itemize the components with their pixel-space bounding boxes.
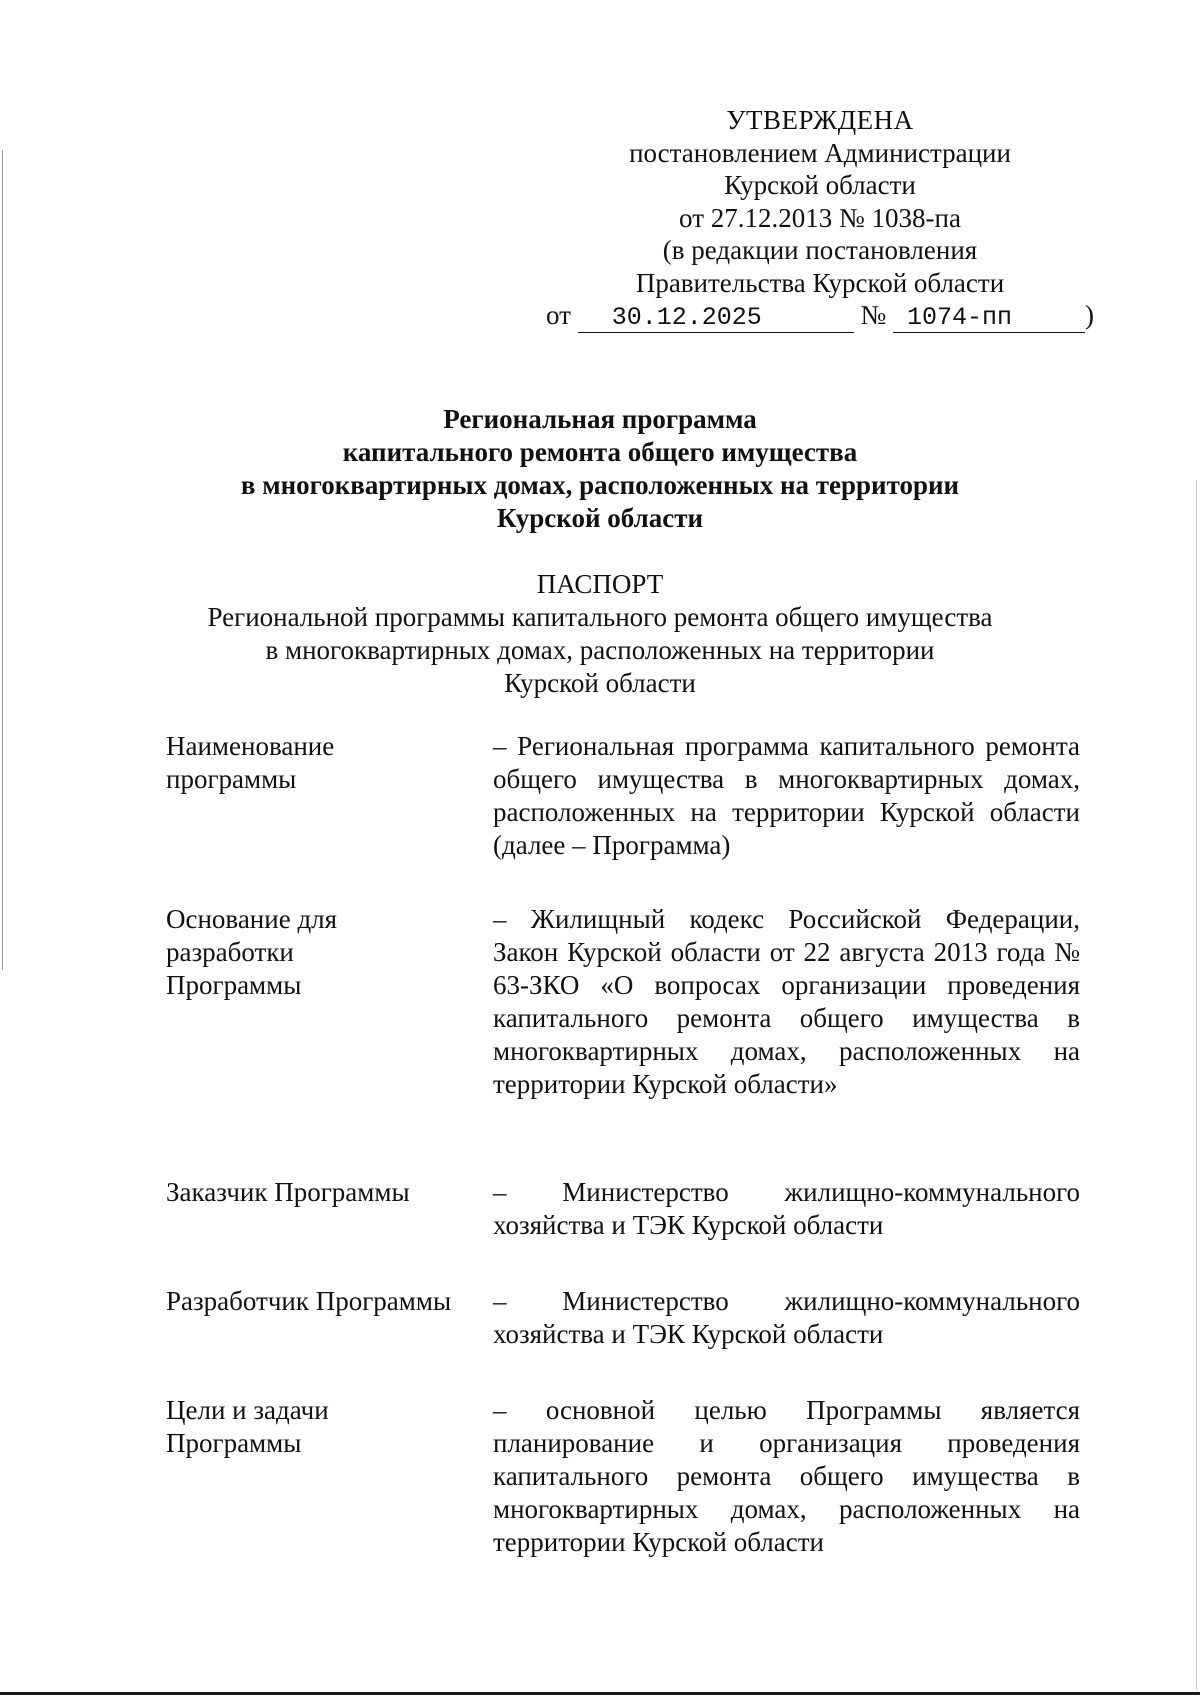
row-label-line: Основание для (166, 904, 338, 934)
row-label-line: разработки (166, 937, 294, 967)
row-label-line: Заказчик Программы (166, 1177, 410, 1207)
row-label-line: Программы (166, 970, 302, 1000)
number-field: 1074-пп (893, 304, 1085, 333)
passport-title: ПАСПОРТ (536, 569, 664, 599)
approval-block (546, 104, 1094, 333)
row-label-line: Наименование (166, 731, 335, 761)
row-label-line: Программы (166, 1428, 302, 1458)
approval-line-5: Правительства Курской области (635, 267, 1005, 298)
approval-line-3: от 27.12.2013 № 1038-па (679, 202, 961, 233)
program-title-line-3: в многоквартирных домах, расположенных на территории (240, 470, 960, 500)
row-value: – Жилищный кодекс Российской Федерации, Закон Курской области от 22 августа 2013 года № 63-ЗКО «О вопросах организации проведения капитального ремонта общего имущества в многоквартирных домах, расположенных на территории Курской области» (493, 904, 1080, 1099)
closing-paren: ) (1084, 300, 1094, 330)
row-label-line: программы (166, 764, 297, 794)
passport-subtitle-3: Курской области (504, 668, 696, 698)
row-value: – Региональная программа капитального ремонта общего имущества в многоквартирных домах, расположенных на территории Курской области (далее – Программа) (493, 731, 1080, 860)
passport-subtitle-2: в многоквартирных домах, расположенных на территории (265, 635, 935, 665)
program-title-line-1: Региональная программа (443, 404, 757, 434)
passport-subtitle-1: Региональной программы капитального ремонта общего имущества (207, 602, 993, 632)
row-label-line: Цели и задачи (166, 1395, 329, 1425)
program-title (150, 403, 1050, 535)
row-label-line: Разработчик Программы (166, 1286, 452, 1316)
row-value: – Министерство жилищно-коммунального хозяйства и ТЭК Курской области (493, 1177, 1080, 1240)
program-title-line-2: капитального ремонта общего имущества (342, 437, 858, 467)
row-label (166, 730, 466, 796)
approval-date-row (546, 299, 1094, 333)
approval-line-2: Курской области (724, 170, 916, 200)
scan-edge-right (1196, 480, 1197, 1690)
row-value: – Министерство жилищно-коммунального хозяйства и ТЭК Курской области (493, 1286, 1080, 1349)
scan-edge-bottom (0, 1692, 1200, 1695)
row-value: – основной целью Программы является планирование и организация проведения капитального ремонта общего имущества в многоквартирных домах, расположенных на территории Курской области (493, 1395, 1080, 1557)
date-prefix: от (546, 300, 571, 330)
scan-edge-left (2, 150, 3, 970)
date-field: 30.12.2025 (578, 304, 854, 333)
passport-heading (150, 568, 1050, 700)
row-label (166, 1394, 466, 1460)
number-sign: № (860, 300, 887, 330)
row-label (166, 903, 466, 1002)
approval-title: УТВЕРЖДЕНА (726, 105, 914, 135)
approval-line-1: постановлением Администрации (629, 137, 1011, 168)
row-label (166, 1285, 466, 1318)
row-label (166, 1176, 466, 1209)
approval-line-4: (в редакции постановления (662, 235, 978, 265)
program-title-line-4: Курской области (496, 503, 704, 533)
